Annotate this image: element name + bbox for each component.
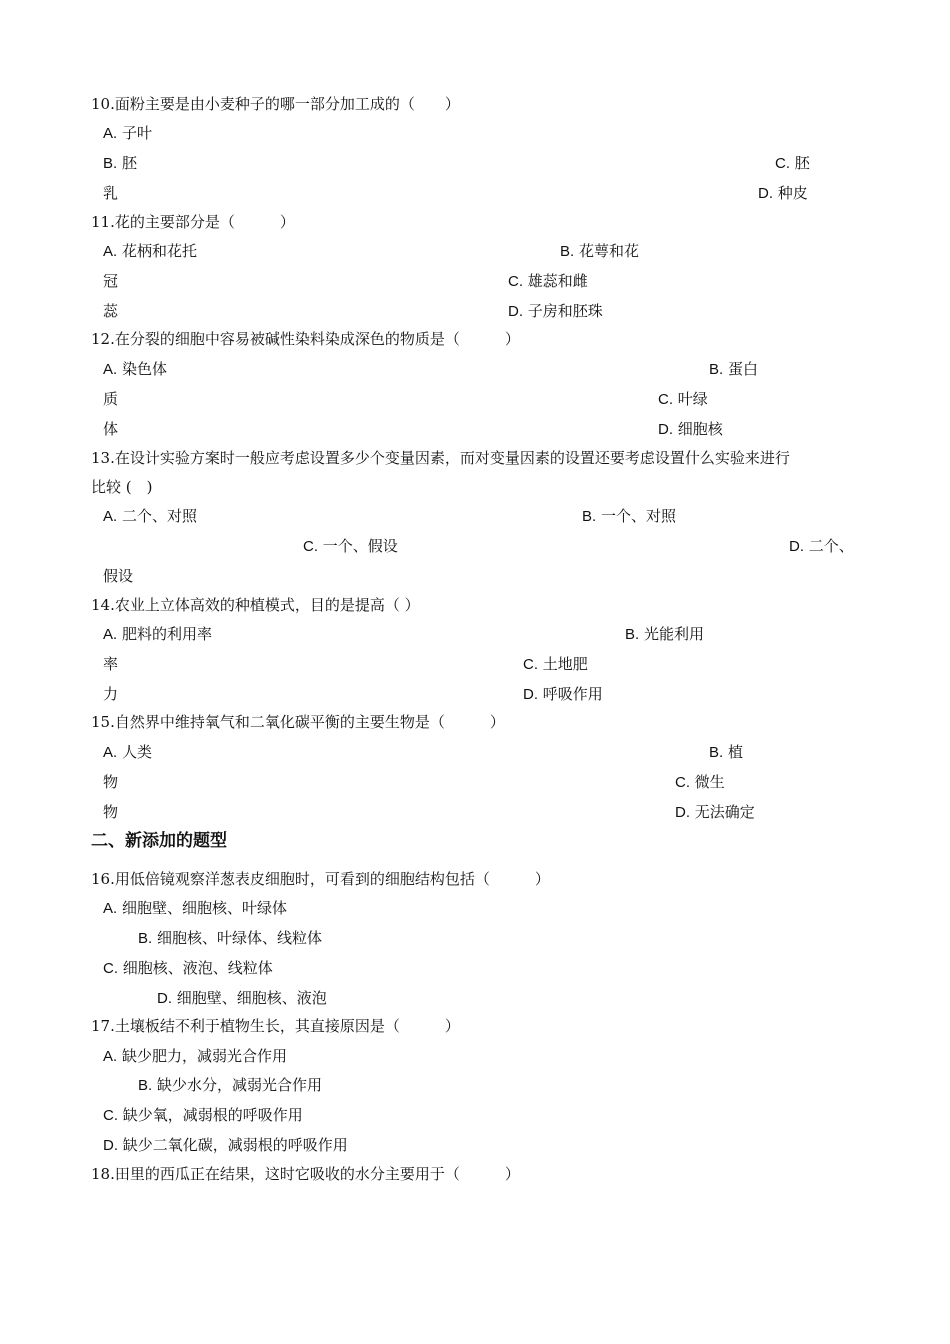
q14-option-c: [523, 654, 588, 675]
q17-option-d: [103, 1135, 348, 1156]
q15-option-a-text: 人类: [121, 743, 152, 761]
q17-option-b-text: 缺少水分，减弱光合作用: [156, 1076, 322, 1094]
q15-stem: 15.自然界中维持氧气和二氧化碳平衡的主要生物是（ ）: [91, 713, 505, 731]
q13-option-a: [103, 506, 197, 527]
q15-option-d-label: D.: [675, 804, 690, 821]
q12-option-b-label: B.: [709, 361, 724, 378]
q13-option-c-label: C.: [303, 538, 318, 555]
q14-option-d-text: 呼吸作用: [542, 685, 603, 703]
q14-option-a-text: 肥料的利用率: [121, 625, 212, 643]
q13-option-a-label: A.: [103, 508, 118, 525]
q15-option-b-label: B.: [709, 744, 724, 761]
q17-option-a: [103, 1046, 287, 1067]
q13-option-c-text: 一个、假设: [322, 537, 398, 555]
q10-option-c: [775, 153, 810, 174]
q16-option-a-label: A.: [103, 900, 118, 917]
q12-option-d: [658, 419, 723, 440]
q16-option-c-text: 细胞核、液泡、线粒体: [122, 959, 273, 977]
q13-option-b-text: 一个、对照: [600, 507, 676, 525]
q17-option-c-label: C.: [103, 1107, 118, 1124]
q12-stem: 12.在分裂的细胞中容易被碱性染料染成深色的物质是（ ）: [91, 330, 520, 348]
q17-option-a-label: A.: [103, 1048, 118, 1065]
q10-option-b-label: B.: [103, 155, 118, 172]
q14-option-c-label: C.: [523, 656, 538, 673]
q10-option-c-continued: 乳: [103, 184, 119, 202]
q12-option-c-text: 叶绿: [677, 390, 708, 408]
q13-option-d-continued: 假设: [103, 567, 134, 585]
q14-option-a: [103, 624, 212, 645]
q15-option-c: [675, 772, 725, 793]
q12-option-c-continued: 体: [103, 420, 119, 438]
q16-option-a-text: 细胞壁、细胞核、叶绿体: [121, 899, 287, 917]
q12-option-c-label: C.: [658, 391, 673, 408]
q16-stem: 16.用低倍镜观察洋葱表皮细胞时，可看到的细胞结构包括（ ）: [91, 870, 550, 888]
q15-option-c-label: C.: [675, 774, 690, 791]
q16-option-b-label: B.: [138, 930, 153, 947]
q17-option-b-label: B.: [138, 1077, 153, 1094]
q10-option-c-text: 胚: [794, 154, 810, 172]
q12-option-a-text: 染色体: [121, 360, 167, 378]
q12-option-b: [709, 359, 758, 380]
q18-stem: 18.田里的西瓜正在结果，这时它吸收的水分主要用于（ ）: [91, 1165, 520, 1183]
q10-option-b-text: 胚: [121, 154, 137, 172]
q12-option-b-text: 蛋白: [727, 360, 758, 378]
q15-option-b: [709, 742, 743, 763]
q11-option-d-text: 子房和胚珠: [527, 302, 603, 320]
q17-option-d-label: D.: [103, 1137, 118, 1154]
q14-option-d-label: D.: [523, 686, 538, 703]
q12-option-c: [658, 389, 708, 410]
q16-option-d-label: D.: [157, 990, 172, 1007]
q13-stem-line-2: 比较 ( ): [91, 478, 153, 496]
q14-option-b-text: 光能利用: [643, 625, 704, 643]
q15-option-d-text: 无法确定: [694, 803, 755, 821]
q16-option-d-text: 细胞壁、细胞核、液泡: [176, 989, 327, 1007]
q15-option-a-label: A.: [103, 744, 118, 761]
q11-stem: 11.花的主要部分是（ ）: [91, 213, 295, 231]
q17-option-c: [103, 1105, 303, 1126]
q11-option-c: [508, 271, 588, 292]
q16-option-b-text: 细胞核、叶绿体、线粒体: [156, 929, 322, 947]
q14-option-a-label: A.: [103, 626, 118, 643]
q13-option-b: [582, 506, 676, 527]
q17-option-a-text: 缺少肥力，减弱光合作用: [121, 1047, 287, 1065]
q15-option-c-continued: 物: [103, 803, 119, 821]
q13-option-d-label: D.: [789, 538, 804, 555]
q11-option-d: [508, 301, 603, 322]
q10-option-c-label: C.: [775, 155, 790, 172]
q13-option-b-label: B.: [582, 508, 597, 525]
q10-option-a-text: 子叶: [121, 124, 152, 142]
q11-option-c-text: 雄蕊和雌: [527, 272, 588, 290]
q10-option-a-label: A.: [103, 125, 118, 142]
q17-option-b: [138, 1075, 322, 1096]
q12-option-d-text: 细胞核: [677, 420, 723, 438]
q15-option-c-text: 微生: [694, 773, 725, 791]
q12-option-a: [103, 359, 167, 380]
q11-option-a: [103, 241, 197, 262]
q15-option-d: [675, 802, 755, 823]
q17-stem: 17.土壤板结不利于植物生长，其直接原因是（ ）: [91, 1017, 460, 1035]
q12-option-d-label: D.: [658, 421, 673, 438]
q13-option-c: [303, 536, 398, 557]
q14-option-b-continued: 率: [103, 655, 119, 673]
q16-option-c: [103, 958, 273, 979]
q10-stem: 10.面粉主要是由小麦种子的哪一部分加工成的（ ）: [91, 95, 460, 113]
q15-option-a: [103, 742, 152, 763]
q15-option-b-text: 植: [727, 743, 743, 761]
q16-option-b: [138, 928, 322, 949]
q14-option-b-label: B.: [625, 626, 640, 643]
q14-option-d: [523, 684, 603, 705]
q10-option-b: [103, 153, 137, 174]
q11-option-c-label: C.: [508, 273, 523, 290]
q16-option-d: [157, 988, 327, 1009]
q10-option-d-text: 种皮: [777, 184, 808, 202]
q13-option-d: [789, 536, 854, 557]
q13-stem-line-1: 13.在设计实验方案时一般应考虑设置多少个变量因素，而对变量因素的设置还要考虑设置什么实验来进行: [91, 449, 790, 467]
q17-option-d-text: 缺少二氧化碳，减弱根的呼吸作用: [122, 1136, 348, 1154]
q11-option-a-text: 花柄和花托: [121, 242, 197, 260]
q10-option-d-label: D.: [758, 185, 773, 202]
q10-option-a: [103, 123, 152, 144]
q14-option-b: [625, 624, 704, 645]
q16-option-a: [103, 898, 287, 919]
q17-option-c-text: 缺少氧，减弱根的呼吸作用: [122, 1106, 303, 1124]
q14-option-c-continued: 力: [103, 685, 119, 703]
q11-option-d-label: D.: [508, 303, 523, 320]
q15-option-b-continued: 物: [103, 773, 119, 791]
q14-option-c-text: 土地肥: [542, 655, 588, 673]
q14-stem: 14.农业上立体高效的种植模式，目的是提高（ ）: [91, 596, 420, 614]
q16-option-c-label: C.: [103, 960, 118, 977]
q11-option-b-text: 花萼和花: [578, 242, 639, 260]
section-heading: 二、新添加的题型: [91, 831, 227, 851]
q11-option-b-label: B.: [560, 243, 575, 260]
q10-option-d: [758, 183, 808, 204]
q13-option-a-text: 二个、对照: [121, 507, 197, 525]
q12-option-b-continued: 质: [103, 390, 119, 408]
q11-option-c-continued: 蕊: [103, 302, 119, 320]
q11-option-b: [560, 241, 639, 262]
q12-option-a-label: A.: [103, 361, 118, 378]
q11-option-a-label: A.: [103, 243, 118, 260]
q11-option-b-continued: 冠: [103, 272, 119, 290]
q13-option-d-text: 二个、: [808, 537, 854, 555]
